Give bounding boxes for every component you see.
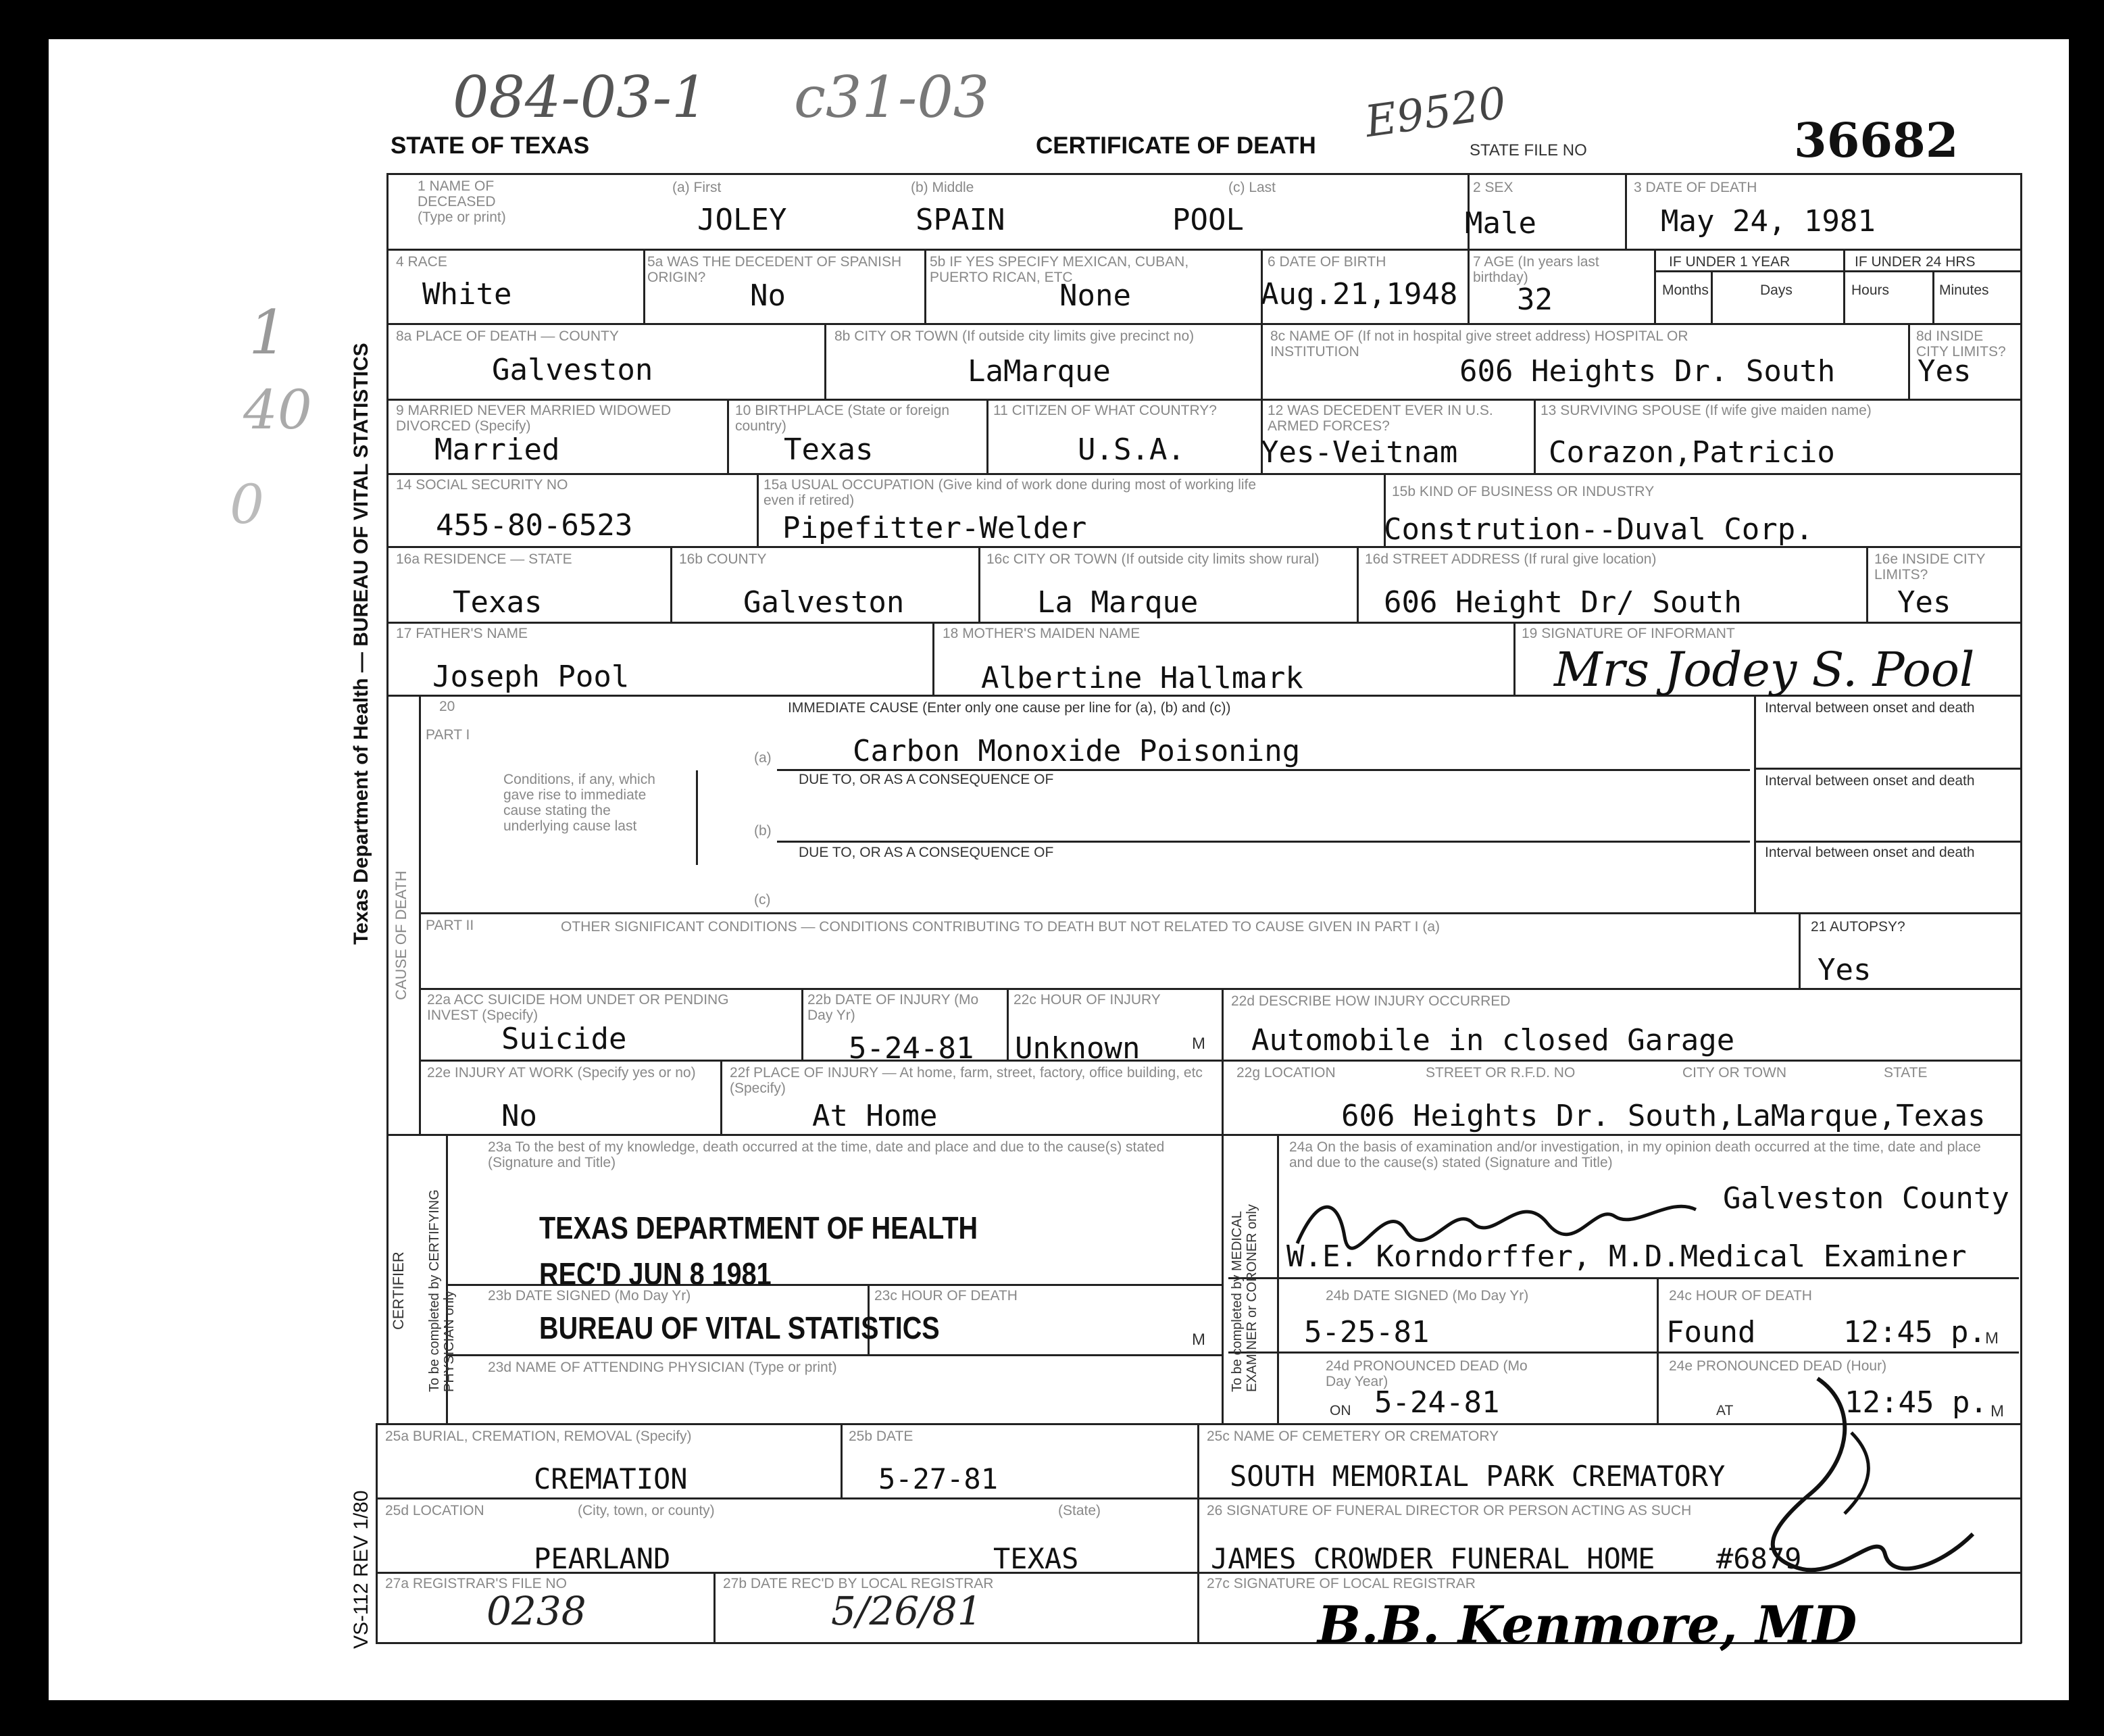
hospital: 606 Heights Dr. South (1459, 354, 1836, 389)
at-work-label: 22e INJURY AT WORK (Specify yes or no) (427, 1065, 696, 1081)
examiner-hour: 12:45 p. (1843, 1315, 1986, 1349)
pronounced-suffix: M (1990, 1402, 2004, 1420)
certifier-section-label: CERTIFIER (390, 1251, 407, 1330)
handwritten-ref-2: c31-03 (794, 64, 990, 130)
examiner-hour-label: 24c HOUR OF DEATH (1669, 1288, 1812, 1304)
examiner-county: Galveston County (1723, 1181, 2009, 1216)
disposition-city-label: (City, town, or county) (578, 1503, 715, 1518)
residence-street: 606 Height Dr/ South (1384, 585, 1742, 620)
residence-county: Galveston (743, 585, 905, 620)
spanish-origin-label: 5a WAS THE DECEDENT OF SPANISH ORIGIN? (647, 254, 902, 286)
injury-hour-label: 22c HOUR OF INJURY (1013, 992, 1161, 1008)
disposition-date-label: 25b DATE (849, 1429, 913, 1444)
disposition-location-label: 25d LOCATION (385, 1503, 484, 1518)
cemetery-label: 25c NAME OF CEMETERY OR CREMATORY (1207, 1429, 1499, 1444)
injury-location-label: 22g LOCATION (1236, 1065, 1336, 1081)
ssn-label: 14 SOCIAL SECURITY NO (396, 477, 568, 493)
last-name-label: (c) Last (1228, 180, 1276, 195)
funeral-number: #6879 (1716, 1542, 1802, 1575)
citizen-label: 11 CITIZEN OF WHAT COUNTRY? (993, 403, 1217, 418)
middle-name: SPAIN (916, 203, 1005, 237)
marital: Married (434, 432, 560, 467)
attending-physician-label: 23d NAME OF ATTENDING PHYSICIAN (Type or print) (488, 1360, 837, 1375)
informant-label: 19 SIGNATURE OF INFORMANT (1522, 626, 1735, 641)
cemetery: SOUTH MEMORIAL PARK CREMATORY (1230, 1460, 1726, 1493)
residence-city-label: 16c CITY OR TOWN (If outside city limits show rural) (986, 551, 1320, 567)
minutes-label: Minutes (1939, 282, 1989, 298)
place-city-label: 8b CITY OR TOWN (If outside city limits give precinct no) (834, 328, 1195, 344)
father: Joseph Pool (432, 660, 630, 694)
registrar-date-label: 27b DATE REC'D BY LOCAL REGISTRAR (723, 1576, 994, 1591)
disposition-city: PEARLAND (534, 1542, 671, 1575)
armed-forces-label: 12 WAS DECEDENT EVER IN U.S. ARMED FORCES? (1268, 403, 1493, 435)
margin-note-1: 1 (249, 297, 288, 368)
registrar-signature-label: 27c SIGNATURE OF LOCAL REGISTRAR (1207, 1576, 1476, 1591)
injury-how-label: 22d DESCRIBE HOW INJURY OCCURRED (1231, 993, 1511, 1009)
examiner-date: 5-25-81 (1304, 1315, 1430, 1349)
physician-date-label: 23b DATE SIGNED (Mo Day Yr) (488, 1288, 691, 1304)
residence-state: Texas (453, 585, 543, 620)
physician-hour-suffix: M (1192, 1331, 1205, 1349)
date-of-birth: Aug.21,1948 (1261, 277, 1458, 312)
cause-line-a: Carbon Monoxide Poisoning (853, 734, 1301, 768)
under-1-year-label: IF UNDER 1 YEAR (1669, 254, 1790, 270)
examiner-found: Found (1666, 1315, 1756, 1349)
injury-state-label: STATE (1884, 1065, 1928, 1081)
mother-label: 18 MOTHER'S MAIDEN NAME (943, 626, 1141, 641)
days-label: Days (1760, 282, 1793, 298)
residence-inside-city-label: 16e INSIDE CITY LIMITS? (1874, 551, 1986, 583)
injury-city-label: CITY OR TOWN (1682, 1065, 1787, 1081)
hours-label: Hours (1851, 282, 1890, 298)
pronounced-hour: 12:45 p. (1845, 1385, 1988, 1420)
registrar-date: 5/26/81 (831, 1588, 982, 1634)
autopsy: Yes (1818, 953, 1872, 987)
injury-hour: Unknown (1015, 1031, 1141, 1066)
funeral-home: JAMES CROWDER FUNERAL HOME (1211, 1542, 1655, 1575)
examiner-name: W.E. Korndorffer, M.D.Medical Examiner (1286, 1239, 1967, 1274)
examiner-hour-suffix: M (1985, 1329, 1999, 1347)
physician-statement: 23a To the best of my knowledge, death occurred at the time, date and place and due to the cause(s) stated (Signature and Title) (488, 1139, 1165, 1171)
birthplace-label: 10 BIRTHPLACE (State or foreign country) (735, 403, 950, 435)
state-file-label: STATE FILE NO (1470, 141, 1587, 159)
state-title: STATE OF TEXAS (391, 132, 590, 159)
due-to-label-1: DUE TO, OR AS A CONSEQUENCE OF (799, 772, 1054, 787)
hospital-label: 8c NAME OF (If not in hospital give street address) HOSPITAL OR INSTITUTION (1270, 328, 1688, 360)
due-to-label-2: DUE TO, OR AS A CONSEQUENCE OF (799, 845, 1054, 860)
registrar-signature: B.B. Kenmore, MD (1318, 1595, 1857, 1655)
injury-date-label: 22b DATE OF INJURY (Mo Day Yr) (807, 992, 979, 1024)
residence-inside-city: Yes (1897, 585, 1951, 620)
business: Constrution--Duval Corp. (1384, 512, 1813, 547)
conditions-label: Conditions, if any, which gave rise to immediate cause stating the underlying cause last (503, 772, 655, 835)
part-1-label: PART I (426, 727, 470, 743)
residence-state-label: 16a RESIDENCE — STATE (396, 551, 572, 567)
pronounced-at: AT (1716, 1403, 1734, 1418)
manner: Suicide (501, 1022, 627, 1056)
interval-label-2: Interval between onset and death (1765, 773, 1975, 789)
other-conditions-label: OTHER SIGNIFICANT CONDITIONS — CONDITIONS CONTRIBUTING TO DEATH BUT NOT RELATED TO CAUSE GIVEN IN PART I (a) (561, 919, 1440, 935)
spanish-specify-label: 5b IF YES SPECIFY MEXICAN, CUBAN, PUERTO RICAN, ETC (930, 254, 1189, 286)
injury-date: 5-24-81 (849, 1031, 974, 1066)
business-label: 15b KIND OF BUSINESS OR INDUSTRY (1392, 484, 1655, 499)
pronounced-hour-label: 24e PRONOUNCED DEAD (Hour) (1669, 1358, 1887, 1374)
father-label: 17 FATHER'S NAME (396, 626, 528, 641)
pronounced-date: 5-24-81 (1374, 1385, 1500, 1420)
name-label: 1 NAME OF DECEASED (Type or print) (418, 178, 506, 226)
examiner-statement: 24a On the basis of examination and/or investigation, in my opinion death occurred at the time, date and place and due to the cause(s) stated (Signature and Title) (1289, 1139, 1981, 1171)
spanish-specify: None (1059, 278, 1131, 313)
injury-how: Automobile in closed Garage (1251, 1023, 1735, 1058)
disposition-date: 5-27-81 (878, 1462, 999, 1495)
received-stamp-line-3: BUREAU OF VITAL STATISTICS (539, 1310, 940, 1345)
cause-section-label: CAUSE OF DEATH (393, 870, 409, 1000)
line-a-label: (a) (754, 750, 772, 766)
handwritten-code: E9520 (1361, 78, 1509, 148)
dob-label: 6 DATE OF BIRTH (1268, 254, 1386, 270)
received-stamp-line-1: TEXAS DEPARTMENT OF HEALTH (539, 1210, 978, 1245)
age-label: 7 AGE (In years last birthday) (1473, 254, 1599, 286)
margin-note-3: 0 (230, 473, 264, 536)
disposition-method: CREMATION (534, 1462, 688, 1495)
injury-street-label: STREET OR R.F.D. NO (1426, 1065, 1576, 1081)
inside-city-label: 8d INSIDE CITY LIMITS? (1916, 328, 2006, 360)
race: White (422, 277, 512, 312)
race-label: 4 RACE (396, 254, 447, 270)
line-c-label: (c) (754, 892, 771, 908)
item-20-number: 20 (439, 699, 455, 714)
interval-label-1: Interval between onset and death (1765, 700, 1975, 716)
spouse: Corazon,Patricio (1549, 435, 1835, 470)
injury-place: At Home (812, 1099, 938, 1133)
place-city: LaMarque (968, 354, 1111, 389)
funeral-director-signature (1716, 1351, 1986, 1608)
date-of-death: May 24, 1981 (1661, 204, 1876, 239)
part-2-label: PART II (426, 918, 474, 933)
birthplace: Texas (784, 432, 874, 467)
examiner-vertical-label: To be completed by MEDICAL EXAMINER or CORONER only (1230, 1204, 1259, 1392)
handwritten-ref-1: 084-03-1 (453, 64, 708, 130)
sex: Male (1465, 206, 1536, 241)
residence-city: La Marque (1037, 585, 1199, 620)
immediate-cause-label: IMMEDIATE CAUSE (Enter only one cause per line for (a), (b) and (c)) (788, 700, 1231, 716)
inside-city: Yes (1918, 354, 1972, 389)
disposition-method-label: 25a BURIAL, CREMATION, REMOVAL (Specify) (385, 1429, 692, 1444)
first-name-label: (a) First (672, 180, 722, 195)
pronounced-date-label: 24d PRONOUNCED DEAD (Mo Day Year) (1326, 1358, 1528, 1390)
disposition-state: TEXAS (993, 1542, 1079, 1575)
residence-street-label: 16d STREET ADDRESS (If rural give location) (1365, 551, 1657, 567)
pronounced-on: ON (1330, 1403, 1351, 1418)
examiner-date-label: 24b DATE SIGNED (Mo Day Yr) (1326, 1288, 1529, 1304)
occupation: Pipefitter-Welder (782, 511, 1087, 545)
months-label: Months (1662, 282, 1709, 298)
agency-vertical-text: Texas Department of Health — BUREAU OF VITAL STATISTICS (350, 343, 372, 945)
spouse-label: 13 SURVIVING SPOUSE (If wife give maiden name) (1541, 403, 1872, 418)
injury-place-label: 22f PLACE OF INJURY — At home, farm, street, factory, office building, etc (Specify) (730, 1065, 1203, 1097)
spanish-origin: No (750, 278, 786, 313)
interval-label-3: Interval between onset and death (1765, 845, 1975, 860)
injury-hour-suffix: M (1192, 1035, 1205, 1053)
margin-note-2: 40 (243, 378, 312, 441)
last-name: POOL (1172, 203, 1244, 237)
marital-label: 9 MARRIED NEVER MARRIED WIDOWED DIVORCED (Specify) (396, 403, 672, 435)
ssn: 455-80-6523 (436, 508, 633, 543)
physician-hour-label: 23c HOUR OF DEATH (874, 1288, 1018, 1304)
manner-label: 22a ACC SUICIDE HOM UNDET OR PENDING INVEST (Specify) (427, 992, 729, 1024)
certificate-title: CERTIFICATE OF DEATH (1036, 132, 1316, 159)
place-county-label: 8a PLACE OF DEATH — COUNTY (396, 328, 619, 344)
registrar-file-label: 27a REGISTRAR'S FILE NO (385, 1576, 567, 1591)
state-file-number: 36682 (1794, 112, 1959, 168)
registrar-file: 0238 (486, 1588, 586, 1634)
date-of-death-label: 3 DATE OF DEATH (1634, 180, 1757, 195)
under-24-hrs-label: IF UNDER 24 HRS (1855, 254, 1976, 270)
first-name: JOLEY (697, 203, 787, 237)
mother: Albertine Hallmark (981, 661, 1303, 695)
disposition-state-label: (State) (1058, 1503, 1101, 1518)
informant-signature: Mrs Jodey S. Pool (1554, 642, 1975, 697)
line-b-label: (b) (754, 823, 772, 839)
occupation-label: 15a USUAL OCCUPATION (Give kind of work done during most of working life even if retired) (763, 477, 1257, 509)
citizen: U.S.A. (1078, 432, 1185, 467)
place-county: Galveston (492, 353, 653, 387)
funeral-director-label: 26 SIGNATURE OF FUNERAL DIRECTOR OR PERSON ACTING AS SUCH (1207, 1503, 1692, 1518)
injury-location: 606 Heights Dr. South,LaMarque,Texas (1341, 1099, 1986, 1133)
armed-forces: Yes-Veitnam (1261, 435, 1458, 470)
sex-label: 2 SEX (1473, 180, 1513, 195)
form-number: VS-112 REV 1/80 (350, 1490, 372, 1649)
physician-vertical-label: To be completed by CERTIFYING PHYSICIAN only (427, 1189, 457, 1392)
age: 32 (1517, 282, 1553, 317)
at-work: No (501, 1099, 537, 1133)
received-stamp-line-2: REC'D JUN 8 1981 (539, 1256, 772, 1291)
middle-name-label: (b) Middle (911, 180, 974, 195)
residence-county-label: 16b COUNTY (679, 551, 767, 567)
autopsy-label: 21 AUTOPSY? (1811, 919, 1905, 935)
